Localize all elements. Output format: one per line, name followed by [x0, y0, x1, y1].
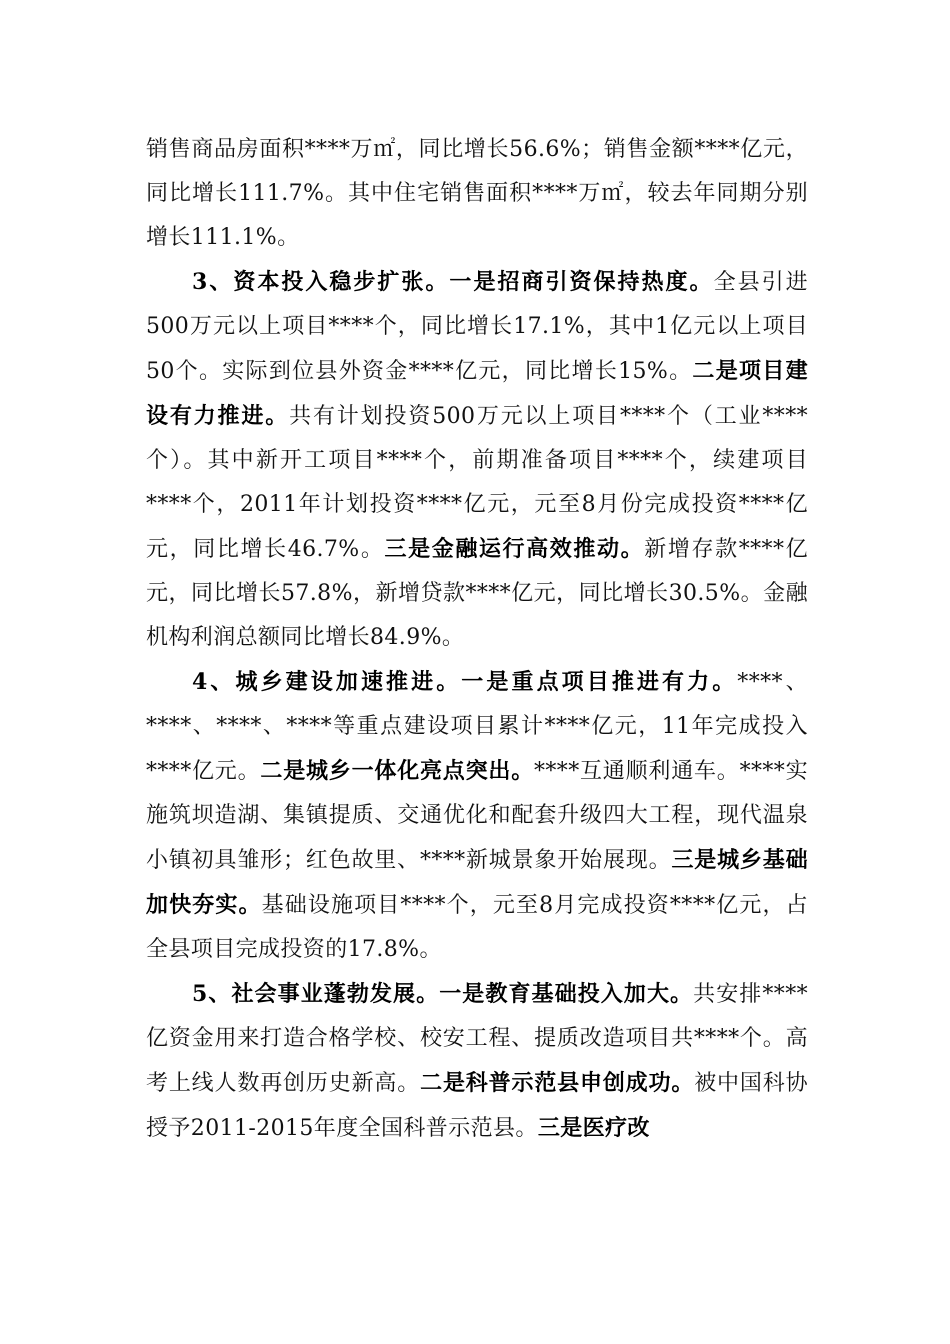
- urban-rural-text-2: ****互通顺利通车。****实施筑坝造湖、集镇提质、交通优化和配套升级四大工程，现代温泉小镇初具雏形；红色故里、****新城景象开始展现。: [146, 759, 808, 873]
- project-construction-heading: 二是项目建设有力推进。: [146, 358, 808, 429]
- financial-operation-heading: 三是金融运行高效推动。: [384, 536, 645, 562]
- paragraph-capital-investment: [146, 260, 808, 660]
- science-county-heading: 二是科普示范县申创成功。: [420, 1070, 695, 1096]
- urban-rural-text-1: ****、****、****、****等重点建设项目累计****亿元，11年完成投入****亿元。: [146, 670, 808, 784]
- paragraph-social-development: [146, 972, 808, 1151]
- social-development-text-1: 共安排****亿资金用来打造合格学校、校安工程、提质改造项目共****个。高考上线人数再创历史新高。: [146, 982, 808, 1096]
- social-development-text-2: 被中国科协授予2011-2015年度全国科普示范县。: [146, 1071, 808, 1141]
- social-development-heading: 5、社会事业蓬勃发展。一是教育基础投入加大。: [192, 981, 694, 1007]
- document-body: [146, 128, 808, 1151]
- integration-heading: 二是城乡一体化亮点突出。: [260, 758, 534, 784]
- capital-investment-text-1: 全县引进500万元以上项目****个，同比增长17.1%，其中1亿元以上项目50个。实际到位县外资金****亿元，同比增长15%。: [146, 270, 808, 384]
- capital-investment-text-2: 共有计划投资500万元以上项目****个（工业****个）。其中新开工项目****个，前期准备项目****个，续建项目****个，2011年计划投资****亿元，元至8月份完成投资****亿元，同比增长46.7%。: [146, 404, 808, 562]
- urban-rural-heading: 4、城乡建设加速推进。一是重点项目推进有力。: [192, 669, 738, 695]
- capital-investment-heading: 3、资本投入稳步扩张。一是招商引资保持热度。: [192, 269, 714, 295]
- paragraph-urban-rural-construction: [146, 660, 808, 972]
- medical-reform-heading: 三是医疗改: [537, 1115, 650, 1141]
- capital-investment-text-3: 新增存款****亿元，同比增长57.8%，新增贷款****亿元，同比增长30.5%。金融机构利润总额同比增长84.9%。: [146, 537, 808, 650]
- paragraph-real-estate-sales: [146, 128, 808, 260]
- urban-rural-text-3: 基础设施项目****个，元至8月完成投资****亿元，占全县项目完成投资的17.8%。: [146, 893, 808, 962]
- infrastructure-heading: 三是城乡基础加快夯实。: [146, 847, 808, 918]
- real-estate-sales-text: 销售商品房面积****万㎡，同比增长56.6%；销售金额****亿元，同比增长111.7%。其中住宅销售面积****万㎡，较去年同期分别增长111.1%。: [146, 137, 808, 250]
